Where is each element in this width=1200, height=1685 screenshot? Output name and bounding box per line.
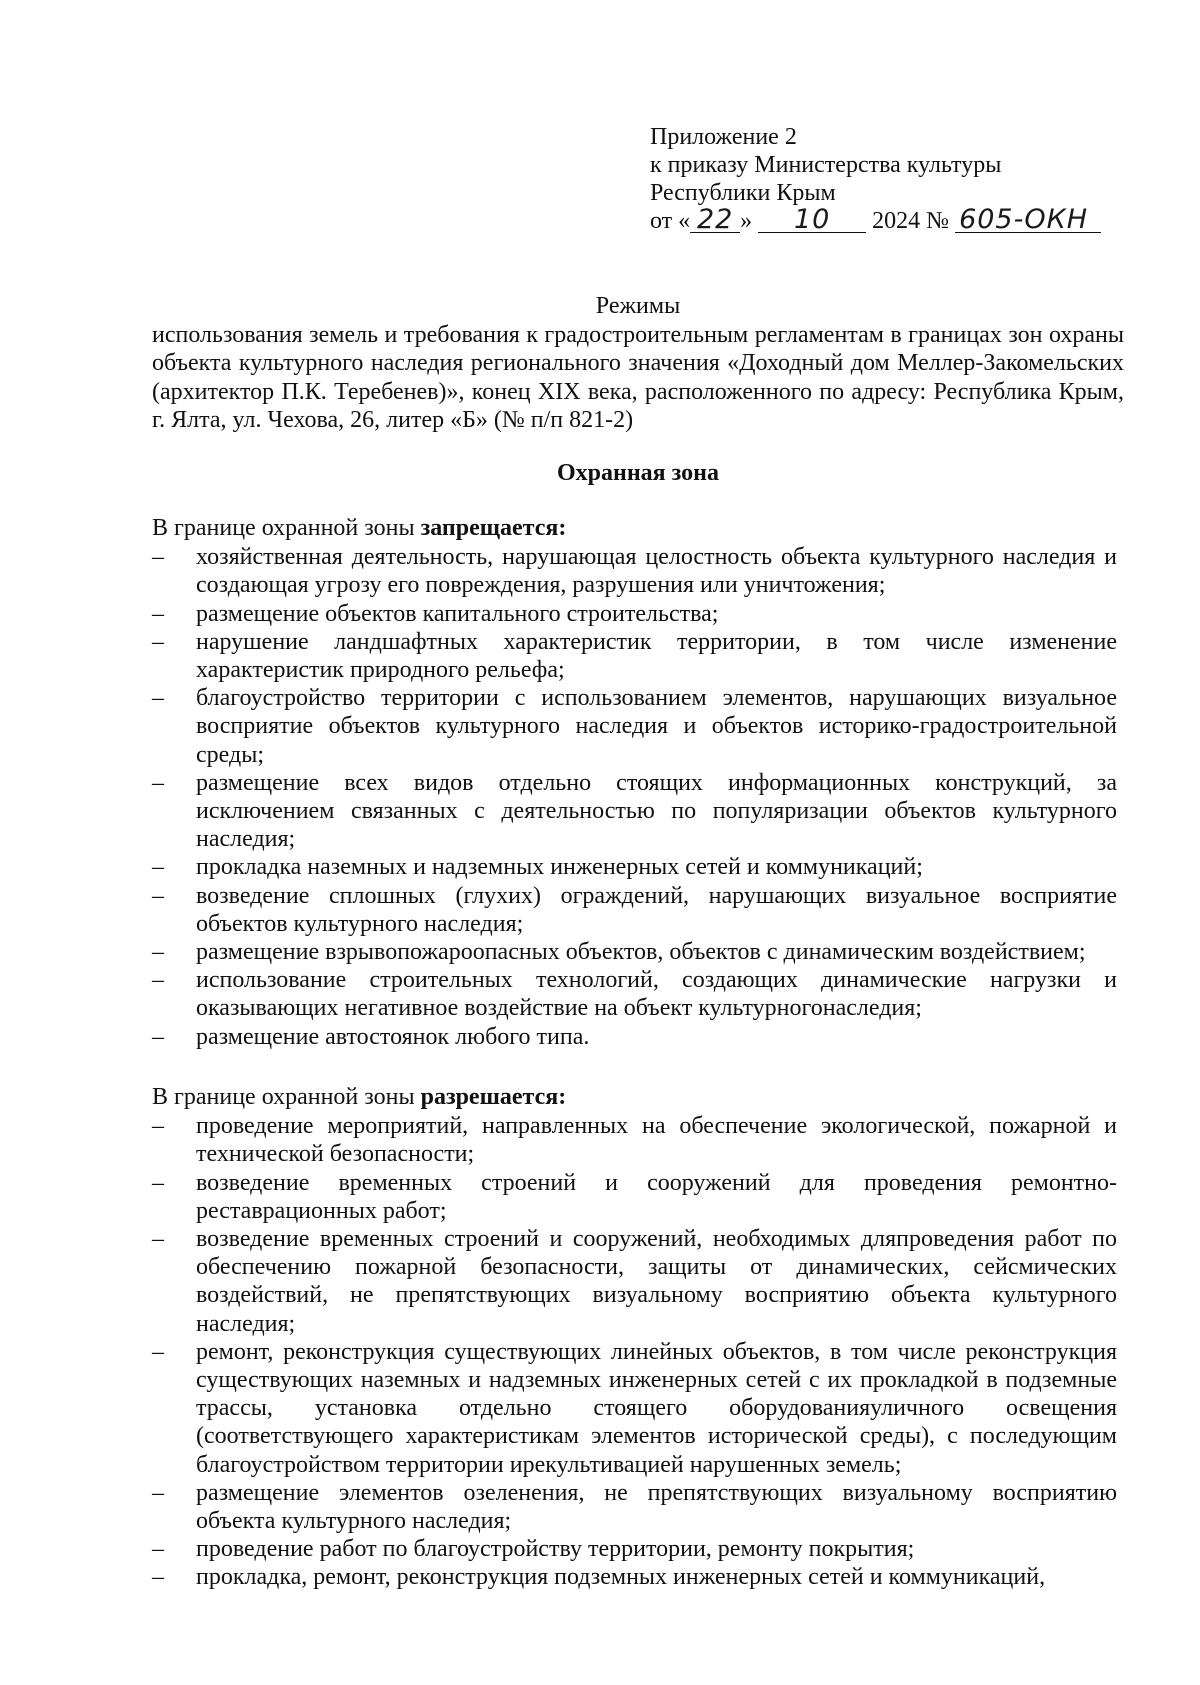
list-item: – размещение объектов капитального строительства; <box>152 600 1117 628</box>
document-title: Режимы <box>595 293 681 319</box>
list-item: – размещение взрывопожароопасных объектов, объектов с динамическим воздействием; <box>152 938 1117 966</box>
permitted-list <box>152 1112 1117 1591</box>
list-item: – возведение сплошных (глухих) ограждений, нарушающих визуальное восприятие объектов культурного наследия; <box>152 882 1117 938</box>
list-item: – использование строительных технологий, создающих динамические нагрузки и оказывающих негативное воздействие на объект культурногонаследия; <box>152 966 1117 1022</box>
handwritten-day: 22 <box>690 208 740 233</box>
prohibited-section <box>152 514 1117 1051</box>
list-item: – возведение временных строений и сооружений, необходимых дляпроведения работ по обеспечению пожарной безопасности, защиты от динамических, сейсмических воздействий, не препятствующих визуальному восприятию объекта культурного наследия; <box>152 1225 1117 1338</box>
list-item: – проведение работ по благоустройству территории, ремонту покрытия; <box>152 1535 1117 1563</box>
prohibited-intro-bold: запрещается: <box>420 515 567 541</box>
list-item: – размещение автостоянок любого типа. <box>152 1023 1117 1051</box>
permitted-section <box>152 1083 1117 1592</box>
prohibited-intro <box>152 514 1117 542</box>
list-item: – возведение временных строений и сооружений для проведения ремонтно-реставрационных работ; <box>152 1169 1117 1225</box>
appendix-line-1: Приложение 2 <box>650 124 797 150</box>
list-item: – размещение элементов озеленения, не препятствующих визуальному восприятию объекта культурного наследия; <box>152 1479 1117 1535</box>
list-item: – благоустройство территории с использованием элементов, нарушающих визуальное восприятие объектов культурного наследия и объектов историко-градостроительной среды; <box>152 684 1117 769</box>
date-prefix: от « <box>650 208 691 234</box>
document-subtitle: использования земель и требования к градостроительным регламентам в границах зон охраны объекта культурного наследия регионального значения «Доходный дом Меллер-Закомельских (архитектор П.К. Теребенев)», конец XIX века, расположенного по адресу: Республика Крым, г. Ялта, ул. Чехова, 26, литер «Б» (№ п/п 821-2) <box>152 321 1124 433</box>
prohibited-intro-text: В границе охранной зоны <box>152 515 421 541</box>
year-number-label: 2024 № <box>872 208 950 234</box>
date-mid: » <box>740 208 753 234</box>
document-title-block <box>152 292 1124 435</box>
list-item: – проведение мероприятий, направленных на обеспечение экологической, пожарной и технической безопасности; <box>152 1112 1117 1168</box>
appendix-line-3: Республики Крым <box>650 180 836 206</box>
handwritten-month: 10 <box>758 208 866 233</box>
appendix-block <box>650 123 1101 235</box>
permitted-intro-text: В границе охранной зоны <box>152 1084 421 1110</box>
list-item: – прокладка, ремонт, реконструкция подземных инженерных сетей и коммуникаций, <box>152 1563 1117 1591</box>
prohibited-list <box>152 543 1117 1051</box>
list-item: – прокладка наземных и надземных инженерных сетей и коммуникаций; <box>152 853 1117 881</box>
zone-heading: Охранная зона <box>557 460 719 486</box>
permitted-intro-bold: разрешается: <box>420 1084 567 1110</box>
list-item: – ремонт, реконструкция существующих линейных объектов, в том числе реконструкция существующих наземных и надземных инженерных сетей с их прокладкой в подземные трассы, установка отдельно стоящего оборудованияуличного освещения (соответствующего характеристикам элементов исторической среды), с последующим благоустройством территории ирекультивацией нарушенных земель; <box>152 1338 1117 1479</box>
permitted-intro <box>152 1083 1117 1111</box>
list-item: – хозяйственная деятельность, нарушающая целостность объекта культурного наследия и создающая угрозу его повреждения, разрушения или уничтожения; <box>152 543 1117 599</box>
list-item: – нарушение ландшафтных характеристик территории, в том числе изменение характеристик природного рельефа; <box>152 628 1117 684</box>
appendix-date-line <box>650 204 1101 235</box>
appendix-line-2: к приказу Министерства культуры <box>650 152 1002 178</box>
handwritten-order-number: 605-ОКН <box>955 208 1101 233</box>
list-item: – размещение всех видов отдельно стоящих информационных конструкций, за исключением связанных с деятельностью по популяризации объектов культурного наследия; <box>152 769 1117 854</box>
